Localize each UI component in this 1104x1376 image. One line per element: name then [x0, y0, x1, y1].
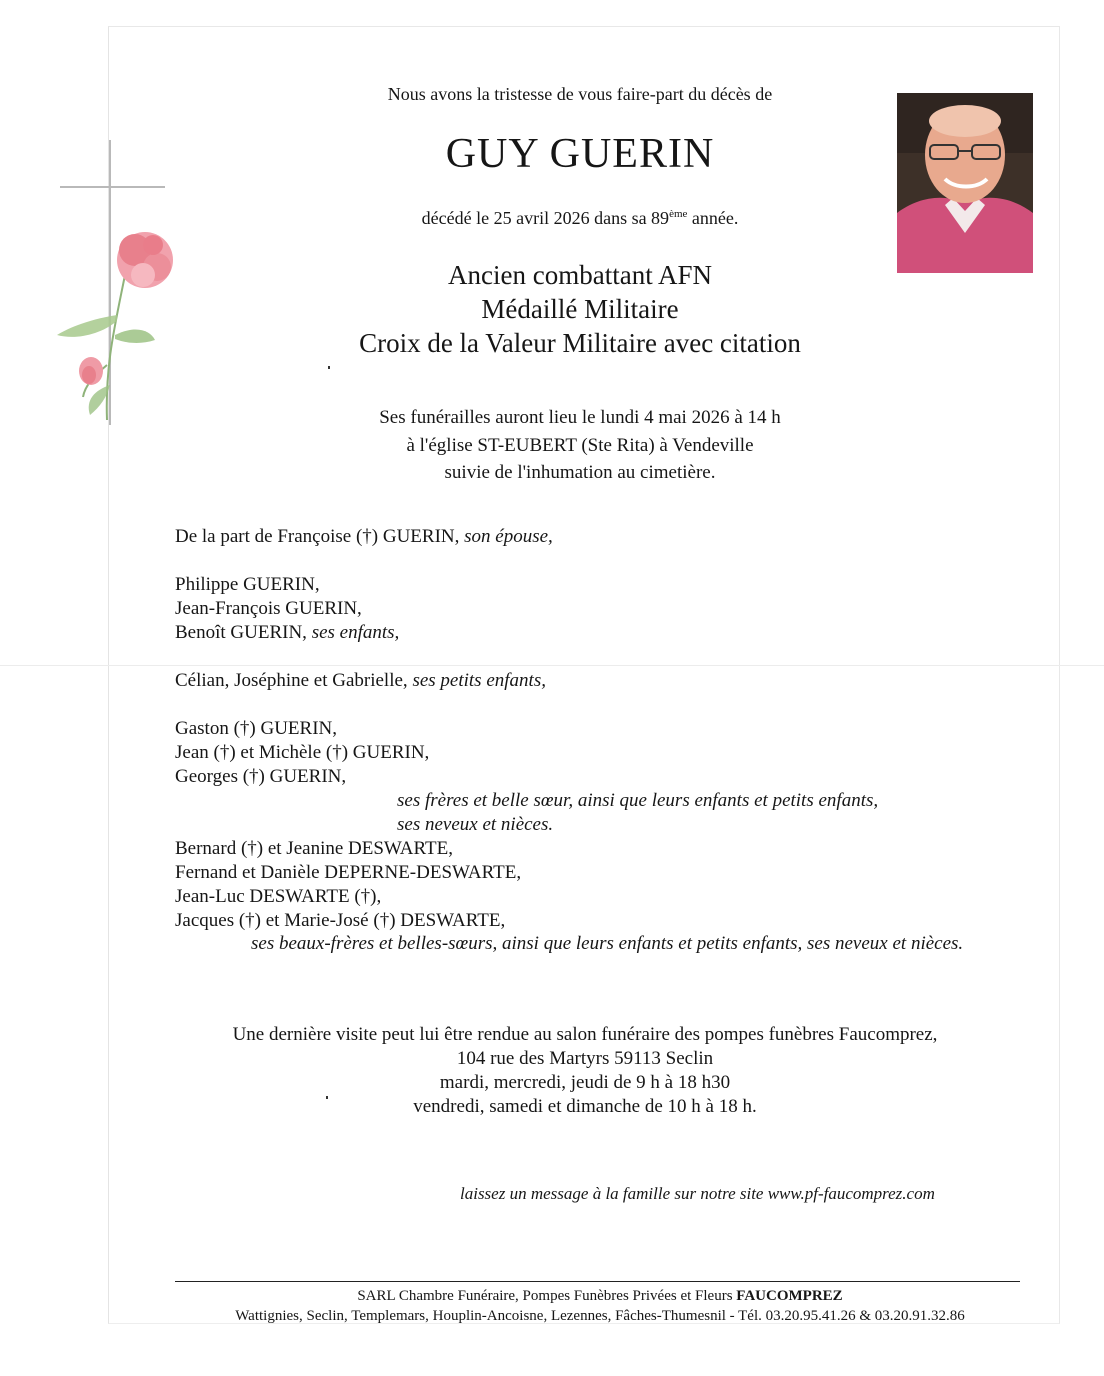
in-laws-relation: ses beaux-frères et belles-sœurs, ainsi que leurs enfants et petits enfants, ses neveux et nièces.	[251, 933, 964, 954]
intro-text: Nous avons la tristesse de vous faire-part du décès de	[387, 84, 773, 104]
deceased-name: GUY GUERIN	[445, 131, 715, 177]
funeral-details	[300, 404, 860, 487]
in-law-line: Jean-Luc DESWARTE (†),	[175, 886, 382, 907]
cross-flower-illustration	[55, 135, 195, 435]
in-law-line: Fernand et Danièle DEPERNE-DESWARTE,	[175, 862, 522, 883]
portrait-photo	[897, 93, 1033, 273]
sibling-line: Georges (†) GUERIN,	[175, 766, 347, 787]
paper-fold-line	[0, 665, 1104, 666]
website-message: laissez un message à la famille sur notre site www.pf-faucomprez.com	[460, 1184, 935, 1203]
visit-line: 104 rue des Martyrs 59113 Seclin	[456, 1048, 714, 1069]
honor-title: Médaillé Militaire	[481, 294, 679, 324]
death-date-line: décédé le 25 avril 2026 dans sa 89ème année.	[421, 208, 739, 228]
footer-divider	[175, 1281, 1020, 1282]
honors-list	[300, 258, 860, 360]
child-line: Benoît GUERIN, ses enfants,	[175, 622, 400, 643]
funeral-line: à l'église ST-EUBERT (Ste Rita) à Vendeville	[406, 434, 754, 456]
sibling-line: Jean (†) et Michèle (†) GUERIN,	[175, 742, 430, 763]
honor-title: Croix de la Valeur Militaire avec citation	[359, 328, 801, 358]
spouse-line: De la part de Françoise (†) GUERIN, son épouse,	[175, 526, 553, 547]
siblings-relation: ses neveux et nièces.	[397, 814, 554, 835]
footer-contact: Wattignies, Seclin, Templemars, Houplin-Ancoisne, Lezennes, Fâches-Thumesnil - Tél. 03.20.95.41.26 & 03.20.91.32.86	[235, 1308, 965, 1324]
sibling-line: Gaston (†) GUERIN,	[175, 718, 338, 739]
in-law-line: Bernard (†) et Jeanine DESWARTE,	[175, 838, 453, 859]
speck	[328, 366, 330, 369]
funeral-line: Ses funérailles auront lieu le lundi 4 mai 2026 à 14 h	[379, 407, 781, 428]
speck	[326, 1096, 328, 1099]
child-line: Philippe GUERIN,	[175, 574, 320, 595]
visit-line: mardi, mercredi, jeudi de 9 h à 18 h30	[439, 1072, 731, 1093]
child-line: Jean-François GUERIN,	[175, 598, 362, 619]
funeral-line: suivie de l'inhumation au cimetière.	[444, 462, 716, 483]
visitation-details	[150, 1023, 1020, 1119]
siblings-relation: ses frères et belle sœur, ainsi que leurs enfants et petits enfants,	[397, 790, 879, 811]
footer-company: SARL Chambre Funéraire, Pompes Funèbres Privées et Fleurs FAUCOMPREZ	[357, 1288, 843, 1304]
grandchildren-line: Célian, Joséphine et Gabrielle, ses petits enfants,	[175, 670, 546, 691]
visit-line: vendredi, samedi et dimanche de 10 h à 18 h.	[413, 1096, 757, 1117]
in-law-line: Jacques (†) et Marie-José (†) DESWARTE,	[175, 910, 506, 931]
honor-title: Ancien combattant AFN	[448, 260, 712, 290]
visit-line: Une dernière visite peut lui être rendue au salon funéraire des pompes funèbres Faucomprez,	[232, 1024, 938, 1045]
